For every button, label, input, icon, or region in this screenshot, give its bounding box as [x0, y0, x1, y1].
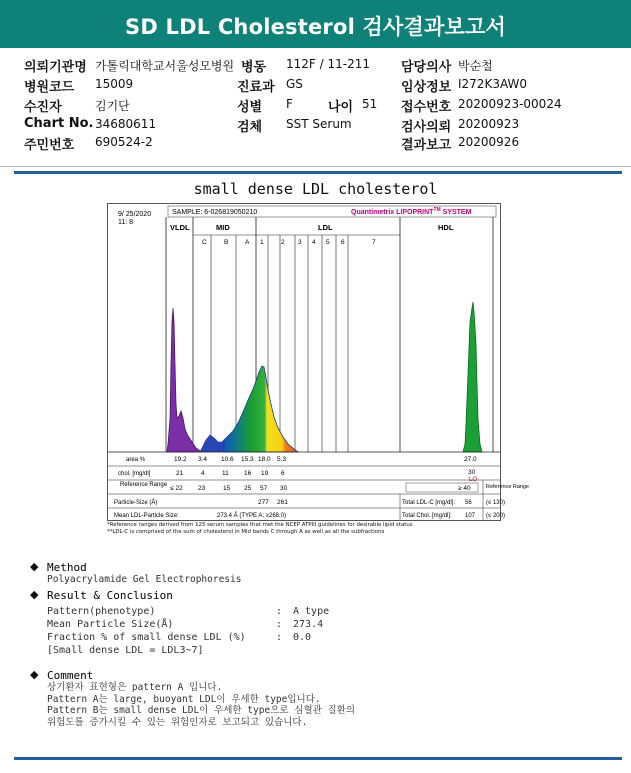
info-value: 112F / 11-211	[286, 57, 370, 71]
total-label: Total Chol. [mg/dl]:	[402, 513, 452, 519]
row-label-ref: Reference Range	[120, 482, 168, 488]
band-label: 2	[281, 239, 285, 246]
info-value: 20200923	[458, 117, 520, 131]
result-value: A type	[293, 606, 330, 617]
band-label: 6	[341, 239, 345, 246]
info-value: GS	[286, 77, 303, 91]
info-label: 검체	[237, 120, 263, 135]
info-label: 접수번호	[401, 100, 452, 115]
band-label: 3	[298, 239, 302, 246]
area-value: 18.0	[258, 456, 271, 463]
report-header	[0, 0, 631, 48]
total-ref: (≤ 130)	[486, 500, 505, 506]
info-label: 나이	[328, 100, 354, 115]
band-label: 4	[312, 239, 316, 246]
section-rule-bottom	[14, 757, 622, 760]
band-label: A	[245, 239, 250, 246]
info-label: 수진자	[24, 100, 62, 115]
info-label: 임상정보	[401, 80, 452, 95]
info-label: Chart No.	[24, 116, 94, 131]
ref-value: ≤ 22	[170, 485, 183, 492]
chart-time: 11: 8	[118, 219, 134, 226]
section-rule	[14, 171, 622, 174]
info-value: 박순철	[458, 59, 493, 73]
ref-value: 15	[223, 485, 231, 492]
info-value: 20200923-00024	[458, 97, 562, 111]
diamond-bullet-icon: ◆	[30, 560, 39, 573]
mean-size-value: 273.4 Å (TYPE A; ≥268.0)	[217, 513, 286, 519]
chol-value: 4	[201, 470, 205, 477]
info-value: 가톨릭대학교서울성모병원	[95, 59, 235, 73]
divider	[0, 166, 631, 167]
brand-label: Quantimetrix LIPOPRINT™ SYSTEM	[351, 207, 472, 216]
row-label-chol: chol. [mg/dl]	[118, 471, 151, 477]
info-label: 병동	[241, 60, 267, 75]
area-value: 5.3	[277, 456, 287, 463]
info-value: I272K3AW0	[458, 77, 527, 91]
result-colon: :	[276, 632, 283, 643]
comment-line: 상기환자 표현형은 pattern A 입니다.	[47, 682, 223, 693]
ref-value: 25	[244, 485, 252, 492]
comment-line: Pattern B는 small dense LDL이 우세한 type으로 심혈관 질환의	[47, 705, 356, 716]
band-label: 5	[326, 239, 330, 246]
result-colon: :	[276, 619, 283, 630]
method-title: Method	[47, 561, 87, 574]
info-value: 김기단	[95, 99, 130, 113]
hdl-peak	[463, 302, 482, 452]
info-label: 진료과	[237, 80, 275, 95]
info-value: 51	[362, 97, 378, 111]
group-ldl: LDL	[318, 223, 333, 232]
method-text: Polyacrylamide Gel Electrophoresis	[47, 574, 242, 585]
chart-footnotes	[107, 522, 413, 536]
group-mid: MID	[216, 223, 230, 232]
size-value: 261	[277, 499, 288, 506]
result-label: Mean Particle Size(Å)	[47, 619, 174, 630]
ref-value: 23	[198, 485, 206, 492]
info-label: 주민번호	[24, 138, 75, 153]
info-value: 690524-2	[95, 135, 153, 149]
info-label: 결과보고	[401, 138, 452, 153]
chol-value: 21	[176, 470, 184, 477]
chol-value: 6	[281, 470, 285, 477]
ref-value-hdl: ≥ 40	[458, 485, 471, 492]
chol-value-hdl: 30	[468, 469, 476, 476]
area-value: 15.3	[241, 456, 254, 463]
band-label: C	[202, 239, 207, 246]
comment-body	[47, 682, 355, 728]
row-label-area: area %	[126, 457, 146, 463]
total-ref: (≤ 200)	[486, 513, 505, 519]
result-label: Fraction % of small dense LDL (%)	[47, 632, 246, 643]
comment-line: 위험도를 증가시킬 수 있는 위험인자로 보고되고 있습니다.	[47, 716, 308, 728]
band-label: 7	[372, 239, 376, 246]
row-label-mean: Mean LDL-Particle Size:	[114, 513, 179, 519]
group-vldl: VLDL	[170, 223, 190, 232]
chol-value: 19	[261, 470, 269, 477]
diamond-bullet-icon: ◆	[30, 668, 39, 681]
info-value: 34680611	[95, 117, 157, 131]
area-value: 3.4	[198, 456, 208, 463]
info-value: F	[286, 97, 293, 111]
row-label-size: Particle-Size (Å)	[114, 500, 158, 506]
ref-value: 57	[260, 485, 268, 492]
info-value: 15009	[95, 77, 134, 91]
total-label: Total LDL-C [mg/dl]:	[402, 500, 456, 506]
comment-title: Comment	[47, 669, 94, 682]
ldl-peak	[224, 366, 298, 452]
band-label: 1	[260, 239, 264, 246]
info-label: 성별	[237, 100, 263, 115]
mid-peak	[200, 435, 224, 452]
info-label: 담당의사	[401, 60, 452, 75]
footnote: *Reference ranges derived from 125 serum samples that met the NCEP ATPIII guidelines for desirable lipid status	[107, 522, 413, 528]
result-note: [Small dense LDL = LDL3~7]	[47, 645, 204, 656]
result-label: Pattern(phenotype)	[47, 606, 156, 617]
result-colon: :	[276, 606, 283, 617]
size-value: 277	[258, 499, 269, 506]
sample-id: SAMPLE: 6-026819050210	[172, 209, 258, 216]
hdl-lo-flag: LO	[469, 477, 478, 483]
band-label: B	[224, 239, 229, 246]
info-value: SST Serum	[286, 117, 352, 131]
chart-title: small dense LDL cholesterol	[193, 180, 438, 198]
ref-value: 30	[280, 485, 288, 492]
chol-value: 11	[222, 470, 229, 477]
group-hdl: HDL	[438, 223, 454, 232]
diamond-bullet-icon: ◆	[30, 588, 39, 601]
comment-line: Pattern A는 large, buoyant LDL이 우세한 type입니다.	[47, 693, 321, 705]
area-value-hdl: 27.0	[464, 456, 477, 463]
result-title: Result & Conclusion	[47, 589, 173, 602]
total-value: 107	[465, 513, 476, 519]
ref-header: Reference Range	[486, 484, 530, 490]
result-value: 0.0	[293, 632, 312, 643]
chol-value: 16	[244, 470, 252, 477]
chart-date: 9/ 25/2020	[118, 211, 152, 218]
info-label: 검사의뢰	[401, 120, 452, 135]
info-label: 의뢰기관명	[24, 60, 87, 75]
info-label: 병원코드	[24, 80, 75, 95]
footnote: **LDL-C is comprised of the sum of cholesterol in Mid bands C through A as well as all the subfractions	[107, 529, 385, 535]
vldl-peak	[167, 308, 200, 452]
area-value: 19.2	[174, 456, 187, 463]
info-value: 20200926	[458, 135, 520, 149]
report-title: SD LDL Cholesterol 검사결과보고서	[125, 15, 506, 39]
lipoprint-chart	[107, 203, 530, 521]
total-value: 56	[465, 500, 472, 506]
area-value: 10.6	[221, 456, 234, 463]
result-value: 273.4	[293, 619, 324, 630]
